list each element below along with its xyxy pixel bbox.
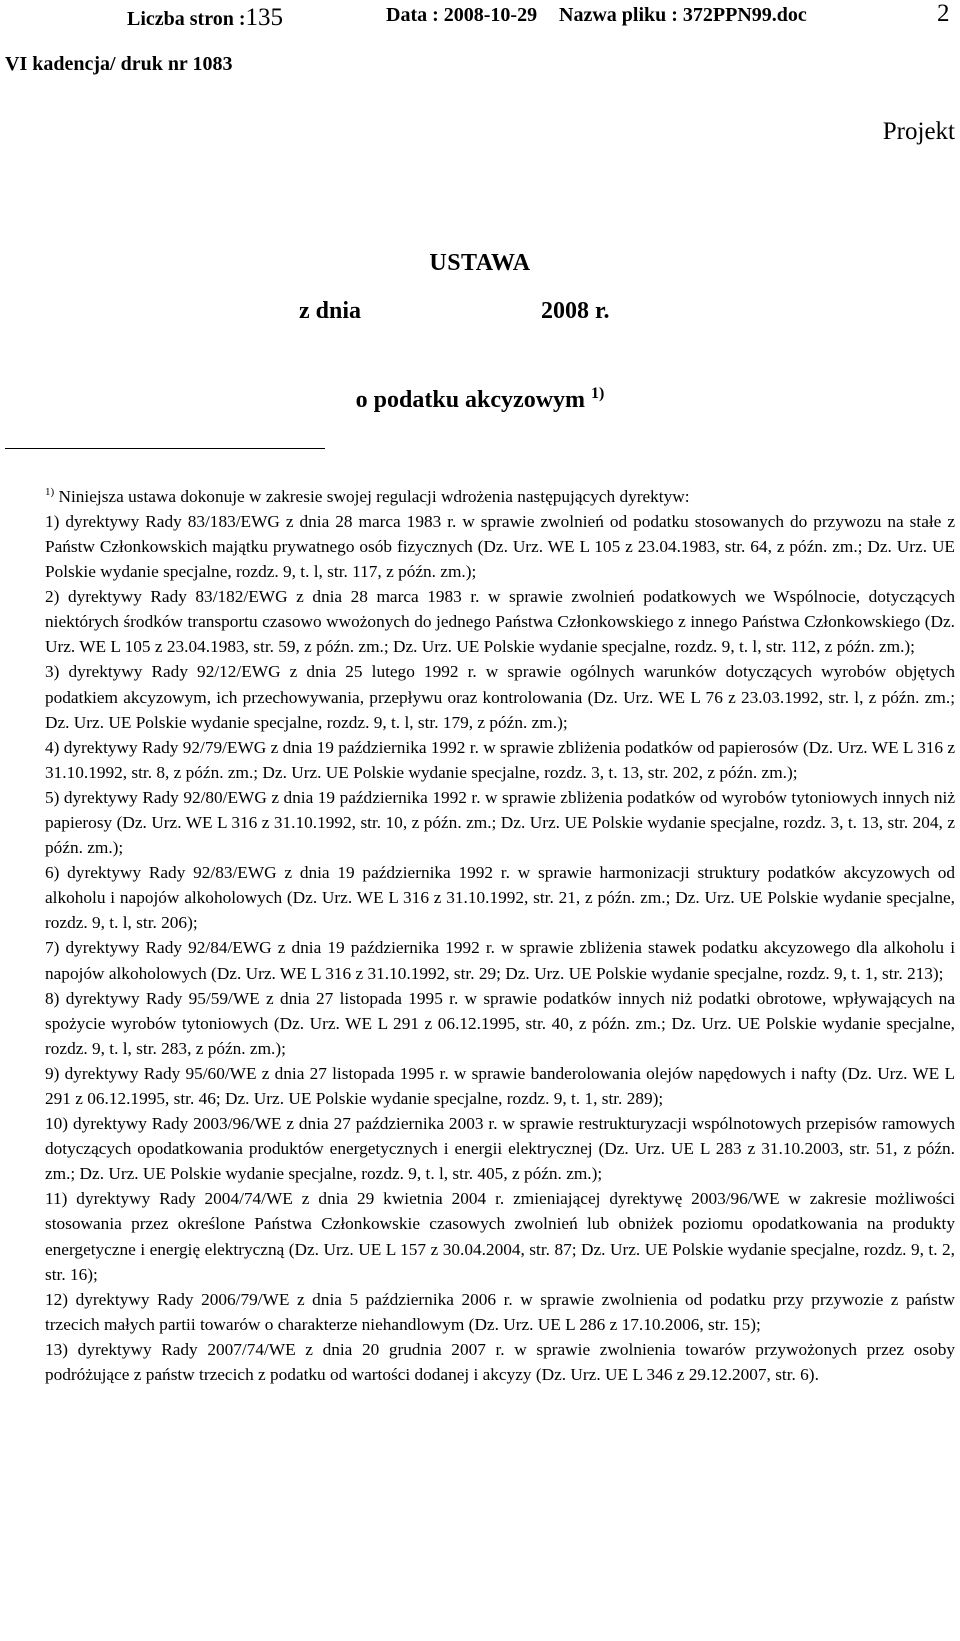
act-date-prefix: z dnia <box>299 298 362 324</box>
act-type-heading: USTAWA <box>429 250 531 276</box>
footnote-separator <box>5 448 325 449</box>
directive-item: 1) dyrektywy Rady 83/183/EWG z dnia 28 marca 1983 r. w sprawie zwolnień od podatku stosowanych do przywozu na stałe z Państw Członkowskich majątku prywatnego osób fizycznych (Dz. Urz. WE L 105 z 23.04.1983, str. 64, z późn. zm.; Dz. Urz. UE Polskie wydanie specjalne, rozdz. 9, t. l, str. 117, z późn. zm.); <box>45 511 955 582</box>
act-year: 2008 r. <box>541 298 610 324</box>
footnotes <box>45 480 955 1387</box>
page-count <box>127 4 283 32</box>
directive-item: 2) dyrektywy Rady 83/182/EWG z dnia 28 marca 1983 r. w sprawie zwolnień podatkowych we Wspólnocie, dotyczących niektórych środków transportu czasowo wwożonych do jednego Państwa Członkowskiego z innego Państwa Członkowskiego (Dz. Urz. WE L 105 z 23.04.1983, str. 59, z późn. zm.; Dz. Urz. UE Polskie wydanie specjalne, rozdz. 9, t. l, str. 112, z późn. zm.); <box>45 587 955 657</box>
act-title-footnote-mark: 1) <box>591 385 605 402</box>
directive-item: 4) dyrektywy Rady 92/79/EWG z dnia 19 października 1992 r. w sprawie zbliżenia podatków od papierosów (Dz. Urz. WE L 316 z 31.10.1992, str. 8, z późn. zm.; Dz. Urz. UE Polskie wydanie specjalne, rozdz. 3, t. 13, str. 202, z późn. zm.); <box>45 737 955 782</box>
directive-item: 11) dyrektywy Rady 2004/74/WE z dnia 29 kwietnia 2004 r. zmieniającej dyrektywę 2003/96/WE w zakresie możliwości stosowania przez określone Państwa Członkowskie czasowych zwolnień lub obniżek poziomu opodatkowania na produkty energetyczne i energię elektryczną (Dz. Urz. UE L 157 z 30.04.2004, str. 87; Dz. Urz. UE Polskie wydanie specjalne, rozdz. 9, t. 2, str. 16); <box>45 1189 955 1284</box>
kadencja-print-number: VI kadencja/ druk nr 1083 <box>5 53 233 75</box>
directive-item: 3) dyrektywy Rady 92/12/EWG z dnia 25 lutego 1992 r. w sprawie ogólnych warunków dotyczących wyrobów objętych podatkiem akcyzowym, ich przechowywania, przepływu oraz kontrolowania (Dz. Urz. WE L 76 z 23.03.1992, str. l, z późn. zm.; Dz. Urz. UE Polskie wydanie specjalne, rozdz. 9, t. l, str. 179, z późn. zm.); <box>45 662 955 732</box>
directive-item: 12) dyrektywy Rady 2006/79/WE z dnia 5 października 2006 r. w sprawie zwolnienia od podatku przy przywozie z państw trzecich małych partii towarów o charakterze niehandlowym (Dz. Urz. UE L 286 z 17.10.2006, str. 15); <box>45 1289 955 1334</box>
page-number: 2 <box>937 0 950 27</box>
directive-item: 8) dyrektywy Rady 95/59/WE z dnia 27 listopada 1995 r. w sprawie podatków innych niż podatki obrotowe, wpływających na spożycie wyrobów tytoniowych (Dz. Urz. WE L 291 z 06.12.1995, str. 40, z późn. zm.; Dz. Urz. UE Polskie wydanie specjalne, rozdz. 9, t. l, str. 283, z późn. zm.); <box>45 988 955 1058</box>
page-count-value: 135 <box>245 4 284 31</box>
directive-item: 7) dyrektywy Rady 92/84/EWG z dnia 19 października 1992 r. w sprawie zbliżenia stawek podatku akcyzowego dla alkoholu i napojów alkoholowych (Dz. Urz. WE L 316 z 31.10.1992, str. 29; Dz. Urz. UE Polskie wydanie specjalne, rozdz. 9, t. 1, str. 213); <box>45 938 955 983</box>
directive-item: 6) dyrektywy Rady 92/83/EWG z dnia 19 października 1992 r. w sprawie harmonizacji struktury podatków akcyzowych od alkoholu i napojów alkoholowych (Dz. Urz. WE L 316 z 31.10.1992, str. 21, z późn. zm.; Dz. Urz. UE Polskie wydanie specjalne, rozdz. 9, t. l, str. 206); <box>45 863 955 933</box>
projekt-label: Projekt <box>882 118 955 145</box>
directive-item: 9) dyrektywy Rady 95/60/WE z dnia 27 listopada 1995 r. w sprawie banderolowania olejów napędowych i nafty (Dz. Urz. WE L 291 z 06.12.1995, str. 46; Dz. Urz. UE Polskie wydanie specjalne, rozdz. 9, t. 1, str. 289); <box>45 1063 955 1109</box>
footnote-intro <box>45 480 955 509</box>
page-count-label: Liczba stron : <box>127 8 246 30</box>
document-date: Data : 2008-10-29 <box>386 4 538 26</box>
directive-item: 5) dyrektywy Rady 92/80/EWG z dnia 19 października 1992 r. w sprawie zbliżenia podatków od wyrobów tytoniowych innych niż papierosy (Dz. Urz. WE L 316 z 31.10.1992, str. 10, z późn. zm.; Dz. Urz. UE Polskie wydanie specjalne, rozdz. 3, t. 13, str. 204, z późn. zm.); <box>45 787 955 858</box>
directive-item: 10) dyrektywy Rady 2003/96/WE z dnia 27 października 2003 r. w sprawie restrukturyzacji wspólnotowych przepisów ramowych dotyczących opodatkowania produktów energetycznych i energii elektrycznej (Dz. Urz. UE L 283 z 31.10.2003, str. 51, z późn. zm.; Dz. Urz. UE Polskie wydanie specjalne, rozdz. 9, t. l, str. 405, z późn. zm.); <box>45 1114 955 1184</box>
footnote-mark: 1) <box>45 486 55 498</box>
directive-item: 13) dyrektywy Rady 2007/74/WE z dnia 20 grudnia 2007 r. w sprawie zwolnienia towarów przywożonych przez osoby podróżujące z państw trzecich z podatku od wartości dodanej i akcyzy (Dz. Urz. UE L 346 z 29.12.2007, str. 6). <box>45 1339 955 1385</box>
act-title <box>0 385 960 414</box>
act-title-text: o podatku akcyzowym <box>355 387 586 413</box>
file-name: Nazwa pliku : 372PPN99.doc <box>559 4 807 26</box>
footnote-intro-text: Niniejsza ustawa dokonuje w zakresie swojej regulacji wdrożenia następujących dyrektyw: <box>58 486 690 506</box>
